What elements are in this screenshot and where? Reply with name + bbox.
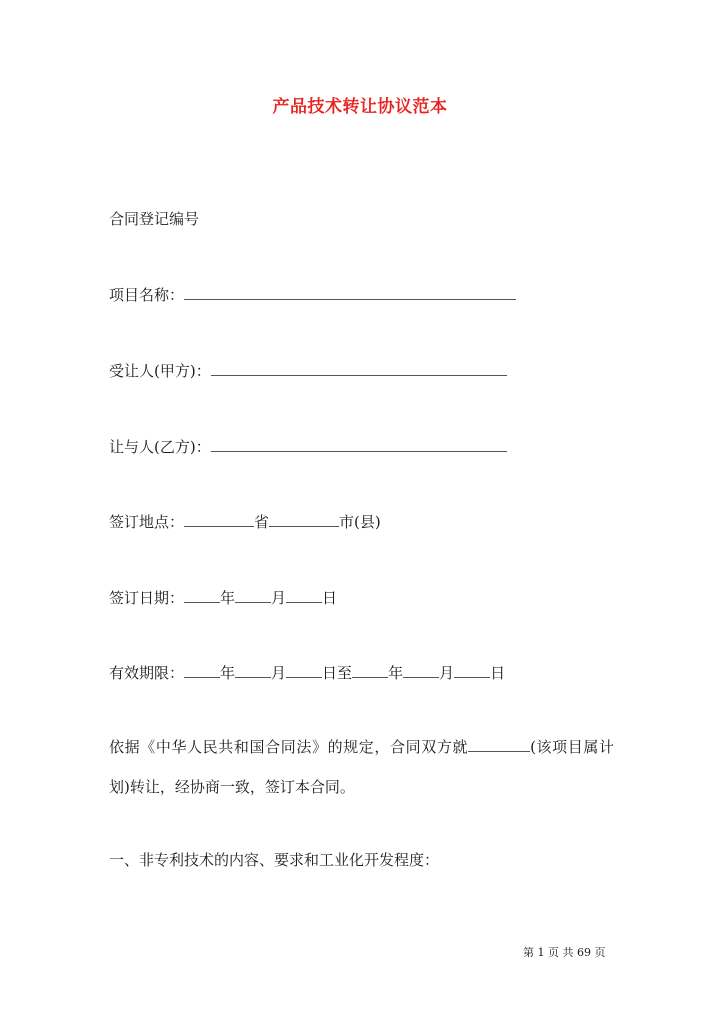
valid-period-label: 有效期限： [109,664,185,682]
transferee-blank[interactable] [211,361,507,376]
section1-heading-text: 一、非专利技术的内容、要求和工业化开发程度： [109,851,440,869]
valid-day2-blank[interactable] [454,663,490,678]
province-blank[interactable] [184,512,254,527]
basis-text-part1: 依据《中华人民共和国合同法》的规定，合同双方就 [109,738,469,756]
sign-month-blank[interactable] [235,588,271,603]
valid-year2-text: 年 [388,664,404,682]
valid-month-text: 月 [271,664,287,682]
project-name-line [109,285,516,305]
footer-ye: 页 [548,946,559,959]
city-text: 市(县) [339,513,381,531]
valid-day-blank[interactable] [286,663,322,678]
valid-day2-text: 日 [490,664,506,682]
basis-text-part2: (该项目属计划)转让，经协商一致，签订本合同。 [109,738,614,796]
transferee-line [109,361,507,381]
transferor-line [109,437,507,457]
contract-no-label: 合同登记编号 [109,210,200,228]
sign-day-blank[interactable] [286,588,322,603]
valid-month-blank[interactable] [235,663,271,678]
transferor-label: 让与人(乙方)： [109,438,211,456]
valid-day-to-text: 日至 [322,664,353,682]
basis-paragraph [109,727,614,807]
valid-month2-blank[interactable] [403,663,439,678]
footer-page-number: 1 [537,946,545,959]
valid-period-line [109,663,505,683]
page-title: 产品技术转让协议范本 [272,97,448,117]
sign-year-blank[interactable] [184,588,220,603]
project-blank[interactable] [468,737,530,752]
city-blank[interactable] [269,512,339,527]
footer-di: 第 [523,946,534,959]
sign-date-label: 签订日期： [109,589,185,607]
transferee-label: 受让人(甲方)： [109,362,211,380]
page-footer [523,944,606,960]
valid-month2-text: 月 [439,664,455,682]
sign-place-line [109,512,381,532]
valid-year2-blank[interactable] [352,663,388,678]
sign-year-text: 年 [220,589,236,607]
valid-year-text: 年 [220,664,236,682]
province-text: 省 [254,513,270,531]
sign-month-text: 月 [271,589,287,607]
sign-day-text: 日 [322,589,338,607]
footer-ye2: 页 [594,946,606,959]
sign-date-line [109,588,337,608]
project-name-blank[interactable] [184,285,516,300]
section1-heading [109,850,439,870]
transferor-blank[interactable] [211,437,507,452]
footer-total-pages: 69 [577,946,591,959]
contract-no-line [109,209,199,229]
footer-gong: 共 [562,946,574,959]
project-name-label: 项目名称： [109,286,185,304]
valid-year-blank[interactable] [184,663,220,678]
sign-place-label: 签订地点： [109,513,185,531]
